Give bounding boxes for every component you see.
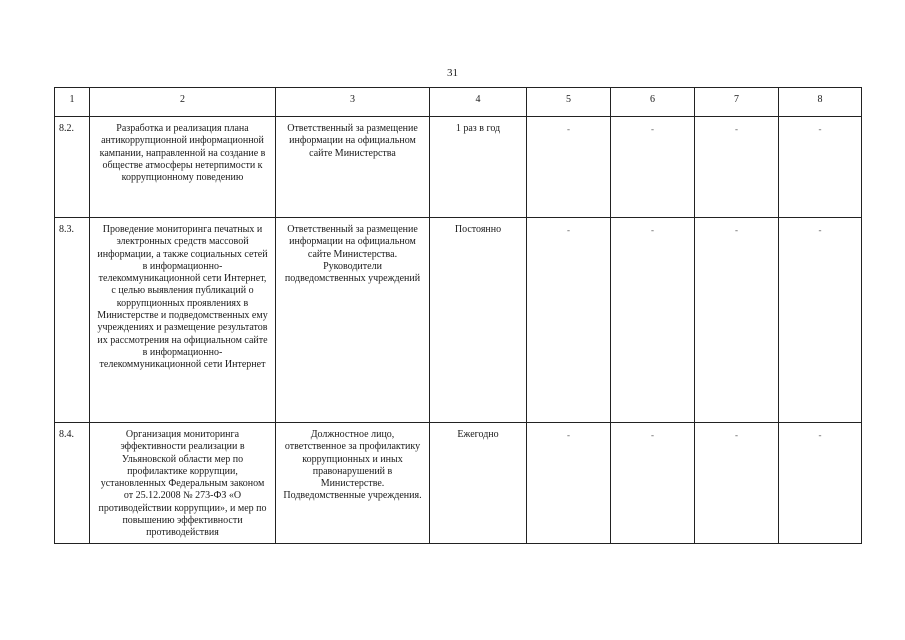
table-row: [55, 218, 862, 423]
header-col-6: 6: [611, 88, 695, 117]
header-col-4: 4: [430, 88, 527, 117]
row-number: 8.3.: [55, 218, 90, 423]
activity-cell: Разработка и реализация плана антикоррупционной информационной кампании, направленной на создание в обществе атмосферы нетерпимости к коррупционному поведению: [90, 117, 276, 218]
row-number: 8.4.: [55, 423, 90, 544]
term-cell: Ежегодно: [430, 423, 527, 544]
col8-cell: -: [779, 423, 862, 544]
responsible-cell: Должностное лицо, ответственное за профилактику коррупционных и иных правонарушений в Министерстве. Подведомственные учреждения.: [276, 423, 430, 544]
term-cell: Постоянно: [430, 218, 527, 423]
col6-cell: -: [611, 117, 695, 218]
col6-cell: -: [611, 218, 695, 423]
col8-cell: -: [779, 218, 862, 423]
col7-cell: -: [695, 218, 779, 423]
header-col-5: 5: [527, 88, 611, 117]
col7-cell: -: [695, 117, 779, 218]
col5-cell: -: [527, 423, 611, 544]
header-col-8: 8: [779, 88, 862, 117]
col5-cell: -: [527, 117, 611, 218]
table-row: [55, 423, 862, 544]
col6-cell: -: [611, 423, 695, 544]
activity-cell: Организация мониторинга эффективности реализации в Ульяновской области мер по профилактике коррупции, установленных Федеральным законом от 25.12.2008 № 273-ФЗ «О противодействии коррупции», и мер по повышению эффективности противодействия: [90, 423, 276, 544]
term-cell: 1 раз в год: [430, 117, 527, 218]
activity-cell: Проведение мониторинга печатных и электронных средств массовой информации, а также социальных сетей в информационно-телекоммуникационной сети Интернет, с целью выявления публикаций о коррупционных проявлениях в Министерстве и подведомственных ему учреждениях и размещение результатов их рассмотрения на официальном сайте в информационно-телекоммуникационной сети Интернет: [90, 218, 276, 423]
responsible-cell: Ответственный за размещение информации на официальном сайте Министерства: [276, 117, 430, 218]
header-col-7: 7: [695, 88, 779, 117]
plan-table: [54, 87, 862, 544]
table-row: [55, 117, 862, 218]
col5-cell: -: [527, 218, 611, 423]
row-number: 8.2.: [55, 117, 90, 218]
col8-cell: -: [779, 117, 862, 218]
header-col-3: 3: [276, 88, 430, 117]
header-col-1: 1: [55, 88, 90, 117]
col7-cell: -: [695, 423, 779, 544]
header-row: [55, 88, 862, 117]
header-col-2: 2: [90, 88, 276, 117]
responsible-cell: Ответственный за размещение информации на официальном сайте Министерства. Руководители подведомственных учреждений: [276, 218, 430, 423]
page-number: 31: [447, 67, 458, 79]
